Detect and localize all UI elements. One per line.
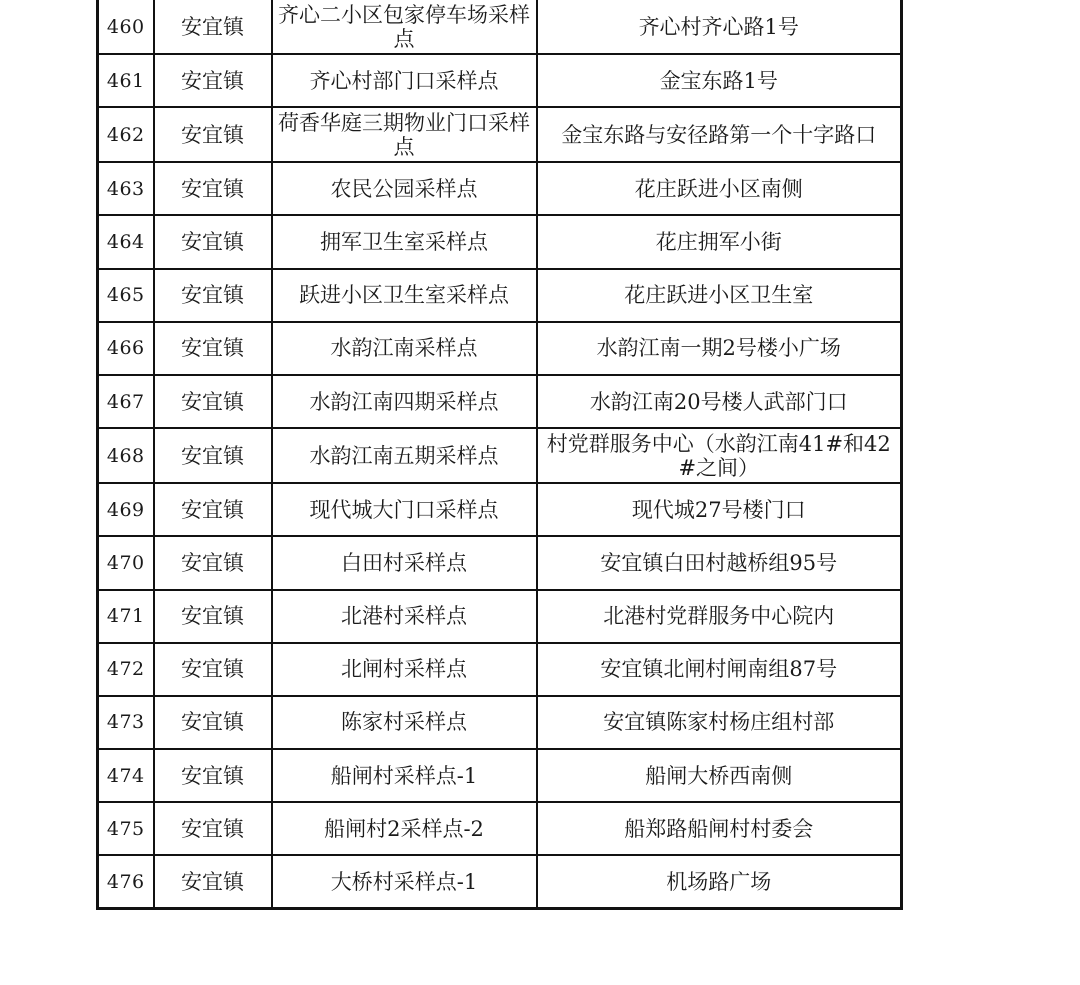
town-cell: 安宜镇 — [154, 322, 272, 375]
town-cell: 安宜镇 — [154, 428, 272, 483]
site-name-text: 齐心二小区包家停车场采样点 — [278, 3, 530, 51]
table-row — [98, 375, 902, 428]
site-name-cell: 跃进小区卫生室采样点 — [272, 269, 537, 322]
site-name-cell: 拥军卫生室采样点 — [272, 215, 537, 268]
row-number: 466 — [98, 322, 154, 375]
row-number: 462 — [98, 107, 154, 162]
address-cell: 花庄拥军小街 — [537, 215, 902, 268]
table-row — [98, 269, 902, 322]
town-cell: 安宜镇 — [154, 483, 272, 536]
town-cell: 安宜镇 — [154, 855, 272, 908]
town-cell: 安宜镇 — [154, 107, 272, 162]
address-cell: 齐心村齐心路1号 — [537, 0, 902, 54]
site-name-cell: 水韵江南采样点 — [272, 322, 537, 375]
row-number: 467 — [98, 375, 154, 428]
row-number: 471 — [98, 590, 154, 643]
sampling-site-table — [96, 0, 903, 910]
town-cell: 安宜镇 — [154, 590, 272, 643]
table-row — [98, 749, 902, 802]
address-cell: 水韵江南20号楼人武部门口 — [537, 375, 902, 428]
site-name-cell: 水韵江南四期采样点 — [272, 375, 537, 428]
site-name-cell: 北港村采样点 — [272, 590, 537, 643]
table-row — [98, 107, 902, 162]
row-number: 460 — [98, 0, 154, 54]
site-name-cell: 齐心村部门口采样点 — [272, 54, 537, 107]
site-name-cell: 大桥村采样点-1 — [272, 855, 537, 908]
site-name-cell: 船闸村2采样点-2 — [272, 802, 537, 855]
town-cell: 安宜镇 — [154, 802, 272, 855]
row-number: 463 — [98, 162, 154, 215]
address-cell: 安宜镇白田村越桥组95号 — [537, 536, 902, 589]
site-name-cell: 现代城大门口采样点 — [272, 483, 537, 536]
row-number: 472 — [98, 643, 154, 696]
town-cell: 安宜镇 — [154, 162, 272, 215]
table-row — [98, 802, 902, 855]
town-cell: 安宜镇 — [154, 54, 272, 107]
row-number: 465 — [98, 269, 154, 322]
address-cell: 机场路广场 — [537, 855, 902, 908]
town-cell: 安宜镇 — [154, 696, 272, 749]
table-row — [98, 590, 902, 643]
town-cell: 安宜镇 — [154, 536, 272, 589]
address-cell: 花庄跃进小区卫生室 — [537, 269, 902, 322]
site-name-cell: 陈家村采样点 — [272, 696, 537, 749]
site-name-text: 荷香华庭三期物业门口采样点 — [278, 111, 530, 160]
table-row — [98, 215, 902, 268]
row-number: 476 — [98, 855, 154, 908]
town-cell: 安宜镇 — [154, 749, 272, 802]
table-row — [98, 536, 902, 589]
table-row — [98, 855, 902, 908]
site-name-cell: 水韵江南五期采样点 — [272, 428, 537, 483]
address-cell: 花庄跃进小区南侧 — [537, 162, 902, 215]
site-name-cell: 白田村采样点 — [272, 536, 537, 589]
address-cell: 水韵江南一期2号楼小广场 — [537, 322, 902, 375]
address-text: 村党群服务中心（水韵江南41#和42#之间） — [546, 432, 891, 481]
table-row — [98, 162, 902, 215]
site-name-cell: 北闸村采样点 — [272, 643, 537, 696]
address-cell — [537, 428, 902, 483]
table-row — [98, 322, 902, 375]
row-number: 468 — [98, 428, 154, 483]
town-cell: 安宜镇 — [154, 269, 272, 322]
row-number: 470 — [98, 536, 154, 589]
town-cell: 安宜镇 — [154, 0, 272, 54]
town-cell: 安宜镇 — [154, 375, 272, 428]
table-row — [98, 54, 902, 107]
row-number: 464 — [98, 215, 154, 268]
row-number: 475 — [98, 802, 154, 855]
address-cell: 船闸大桥西南侧 — [537, 749, 902, 802]
address-cell: 现代城27号楼门口 — [537, 483, 902, 536]
table-row — [98, 643, 902, 696]
address-cell: 船郑路船闸村村委会 — [537, 802, 902, 855]
table-row — [98, 483, 902, 536]
address-cell: 安宜镇北闸村闸南组87号 — [537, 643, 902, 696]
town-cell: 安宜镇 — [154, 215, 272, 268]
row-number: 474 — [98, 749, 154, 802]
row-number: 469 — [98, 483, 154, 536]
row-number: 473 — [98, 696, 154, 749]
site-name-cell — [272, 107, 537, 162]
table-row — [98, 428, 902, 483]
address-cell: 金宝东路1号 — [537, 54, 902, 107]
site-name-cell: 船闸村采样点-1 — [272, 749, 537, 802]
town-cell: 安宜镇 — [154, 643, 272, 696]
site-name-cell — [272, 0, 537, 54]
row-number: 461 — [98, 54, 154, 107]
site-name-cell: 农民公园采样点 — [272, 162, 537, 215]
address-cell: 金宝东路与安径路第一个十字路口 — [537, 107, 902, 162]
sampling-site-list — [96, 0, 900, 910]
table-row — [98, 0, 902, 54]
address-cell: 安宜镇陈家村杨庄组村部 — [537, 696, 902, 749]
table-row — [98, 696, 902, 749]
address-cell: 北港村党群服务中心院内 — [537, 590, 902, 643]
